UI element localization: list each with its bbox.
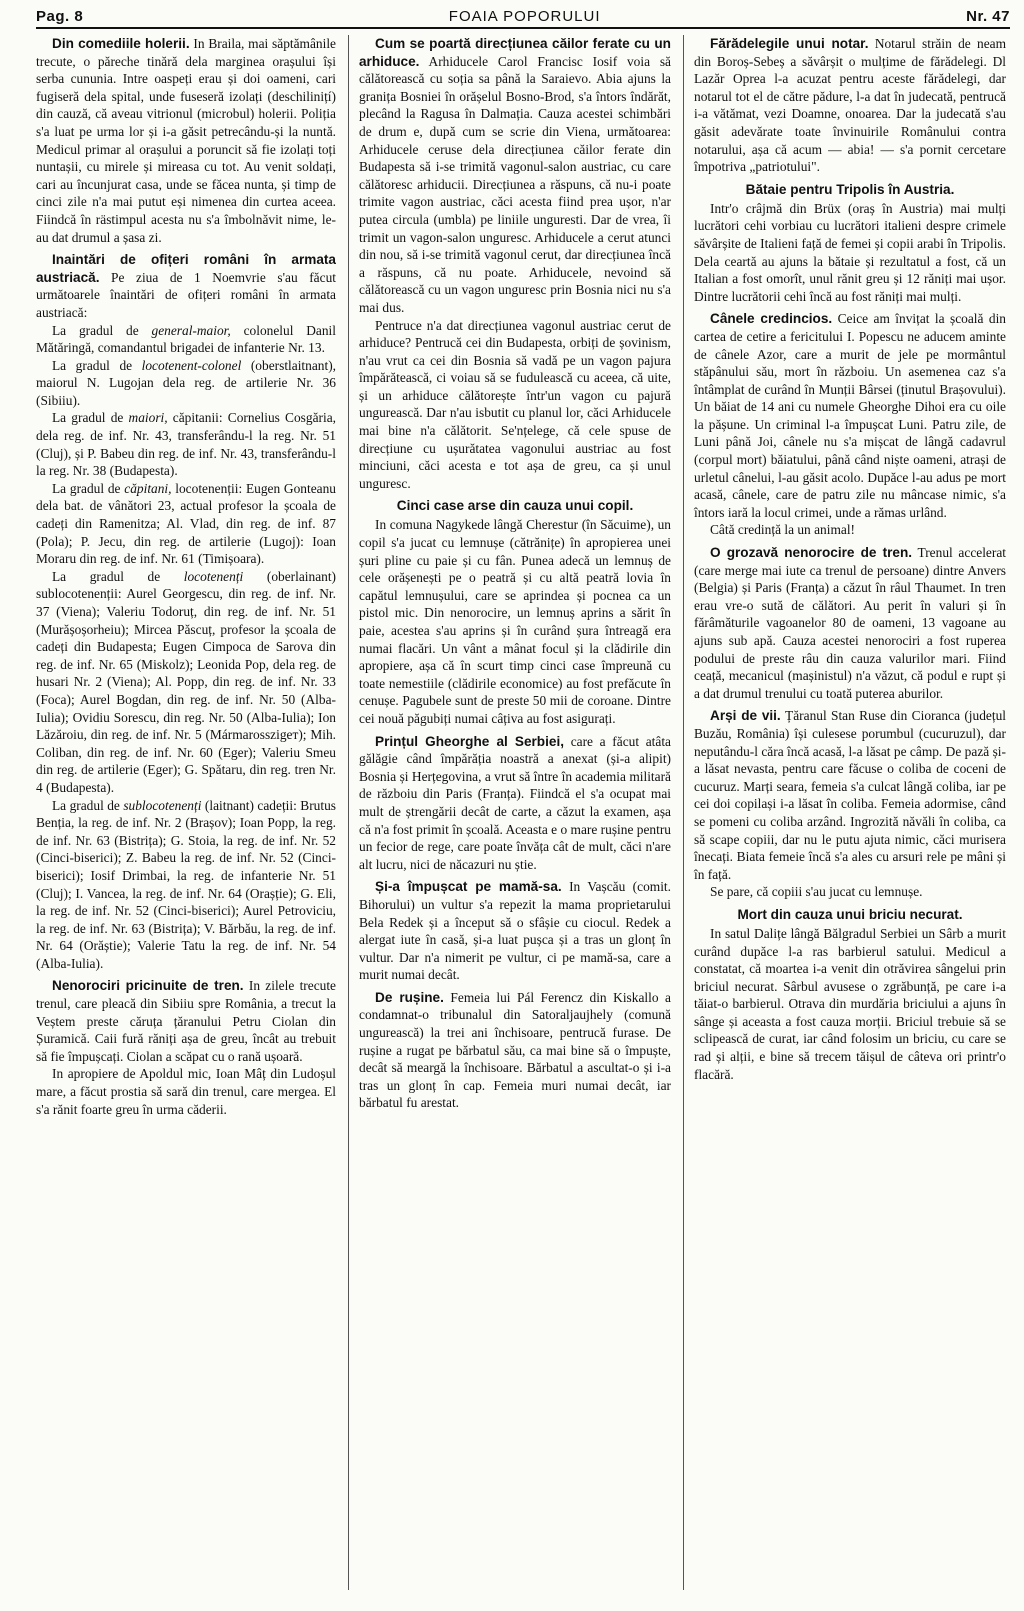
page-header <box>36 8 1010 29</box>
article-body: Arhiducele Carol Francisc Iosif voia să călătorească cu soția sa până la Saraievo. Abia ajuns la granița Bosniei în orășelul Bosno-Brod, s'a întors îndărăt, plecând la Ragusa în Dalmația. Cauza acestei schimbări de drum e, după cum se scrie din Viena, următoarea: Arhiducele ceruse dela direcțiunea căilor ferate din Budapesta să i-se trimită vagonul-salon austriac, cu care călătoresc arhiducii. Direcțiunea a răspuns, că nu-i poate trimite vagon austriac, căci acesta fiind prea ușor, n'ar putea circula (umbla) pe liniile unguresti. Dar de vrea, îi trimit un vagon-salon unguresc. Arhiducele a cerut atunci din nou, să i-se trimită vagonul cerut, dar direcțiunea încă a răspuns, că nu poate. Arhiducele, nevoind să călătorească cu un vagon unguresc prin Bosnia nici nu s'a mai dus. <box>359 53 671 315</box>
article-paragraph: Se pare, că copiii s'au jucat cu lemnușe. <box>710 884 923 900</box>
grade-label: locotenenți <box>183 568 244 584</box>
grade-label: căpitani, <box>124 480 172 496</box>
article-body: In Vașcău (comit. Bihorului) un vultur s'a repezit la mama proprietarului Bela Redek și a început să o sfâșie cu ciocul. Redek a alergat iute în casă, și-a luat pușca și a tras un glonț în vultur. Dar n'a nimerit pe vultur, ci pe mamă-sa, care a murit numai decât. <box>359 879 671 983</box>
article-body: In satul Dalițe lângă Bălgradul Serbiei un Sârb a murit curând dupăce l-a ras barbierul satului. Medicul a constatat, că moartea i-a venit din otrăvirea sângelui prin briciul necurat. Sârbul avusese o zgrăbunță, pe care i-a tăiat-o barbierul. Otrava din murdăria briciului a ajuns în sânge și aceasta a fost cauza morții. Briciul trebuie să se sclipească de curat, iar când folosim un briciu, cu care se rad și alții, e bine să trecem tăișul de câteva ori printr'o flacără. <box>694 925 1006 1082</box>
columns <box>36 35 1010 1590</box>
article-nenorocire-tren <box>694 544 1006 702</box>
article-body: Ceice am învițat la școală din cartea de cetire a fericitului I. Popescu ne aducem aminte de cânele Azor, care a murit de jele pe mormântul stăpânului său, mort în războiu. Un asemenea caz s'a întâmplat de curând în Munții Bârsei (ținutul Brașovului). Un băiat de 14 ani cu numele Gheorghe Dihoi era cu oile la pășune. Un criminal l-a împușcat Luni. Patru zile, de Luni până Joi, cânele nu s'a mișcat de lângă cadavrul (corpul mort) băiatului, până când niște oameni, atrași de urletul cânelui, l-au găsit acolo. Dupăce l-au adus pe mort acasă, cânele, care de patru zile nu mâncase nimic, s'a întors iară la locul crimei, unde a rămas urlând. <box>694 311 1006 520</box>
article-headline: Fărădelegile unui notar. <box>710 36 869 51</box>
article-body: Intr'o crâjmă din Brüx (oraș în Austria) mai mulți lucrători cehi vorbiau cu lucrători italieni despre crimele săvârșite de Italieni față de femei și copii arabi în Tripolis. Dela ceartă au ajuns la bătaie și rezultatul a fost, că un Italian a fost omorît, unul rănit greu și 12 răniți mai ușor. Dintre lucrătorii cehi încă au fost răniți mai mulți. <box>694 200 1006 304</box>
article-impuscat-mama <box>359 878 671 984</box>
text-run: colonelul Danil Mătăringă, comandantul brigadei de infanterie Nr. 13. <box>36 322 336 356</box>
grade-label: locotenent-colonel <box>141 357 242 373</box>
issue-number: Nr. 47 <box>966 8 1010 25</box>
page-number: Pag. 8 <box>36 8 84 25</box>
text-run: La gradul de <box>52 797 124 813</box>
article-headline: Și-a împușcat pe mamă-sa. <box>375 879 562 895</box>
article-body: Notarul străin de neam din Boroș-Sebeș a săvârșit o mulțime de fărădelegi. Dl Lazăr Oprea l-a acuzat pentru aceste fărădelegi, dar notarul tot el de către pădure, l-a dat în judecată, pentrucă i-a vătămat, vezi Doamne, onoarea. Dar la judecată s'au găsit adevărate toate învinuirile Românului contra notarului, așa că acum — abia! — s'a pornit cercetare împotriva „patriotului". <box>694 36 1006 175</box>
article-canele <box>694 310 1006 539</box>
article-body: Femeia lui Pál Ferencz din Kiskallo a condamnat-o tribunalul din Satoraljaujhely (comună ungurească) la trei ani închisoare, pentrucă furase. De rușine a rugat pe bărbatul său, ca mai bine să o împuște, decât să meargă la închisoare. Bărbatul a ascultat-o și i-a tras un glonț în cap. Femeia muri numai decât, iar bărbatul fu arestat. <box>359 989 671 1111</box>
article-briciu <box>694 906 1006 1083</box>
article-paragraph: In apropiere de Apoldul mic, Ioan Mâț din Ludoșul mare, a făcut prostia să sară din trenul, care mergea. El s'a rănit foarte greu în urma căderii. <box>36 1066 336 1117</box>
article-body: In comuna Nagykede lângă Cherestur (în Săcuime), un copil s'a jucat cu lemnușe (cătrănițe) în apropierea unei șuri pline cu paie și cu fân. Punea adecă un lemnuș de cele orășenești pe o peatră și cu altă peatră lovia în capătul lemnușului, care se aprindea și pocnea ca un pistol mic. Din nenorocire, un lemnuș aprins a sărit în paie, acestea s'au aprins și în curând șura întreagă era numai flacări. Un vânt a mânat focul și la clădirile din apropiere, așa că în scurt timp cinci case împreună cu toate nemestiile (clădirile economice) au fost prefăcute în cenușe. Pagubele sunt de preste 50 mii de coroane. Dintre cei nouă păgubiți numai câțiva au fost asigurați. <box>359 517 671 726</box>
article-headline: Nenorociri pricinuite de tren. <box>52 978 244 994</box>
article-tripolis <box>694 181 1006 306</box>
article-paragraph: Pentruce n'a dat direcțiunea vagonul austriac cerut de arhiduce? Pentrucă cei din Budapesta, orbiți de șovinism, n'au vrut ca cei din Bosnia să vadă pe un vagon pajura împărătească, ci voiau să se fudulească cu aceea, că uite, și un arhiduce călătorește într'un vagon cu pajură ungurească. Dar n'au isbutit cu planul lor, căci Arhiducele mai bine n'a călătorit. Se'nțelege, că cele spuse de direcțiune cu ușurătatea vagonului austriac au fost minciuni, căci acesta e tot așa de greu, ca și unul unguresc. <box>359 317 671 491</box>
article-inaintari-ofiteri <box>36 251 336 972</box>
article-headline: Bătaie pentru Tripolis în Austria. <box>745 181 955 197</box>
article-arhiduce <box>359 35 671 492</box>
article-body: Trenul accelerat (care merge mai iute ca trenul de persoane) dintre Anvers (Belgia) și Paris (Franța) a căzut în râul Thaumet. In tren erau vre-o sută de călători. Au perit în valuri și în fărâmăturile vagoanelor 80 de oameni, 13 vagoane au ajuns sub apă. Cauza acestei nenorociri a fost ruperea podului de preste râu din cauza valurilor mari. Fiind ceață, mecanicul (mașinistul) n'a văzut, că podul e rupt și a dat drumul trenului cu toată puterea aburilor. <box>694 545 1006 701</box>
article-headline: Cum se poartă direcțiunea căilor ferate cu un arhiduce. <box>359 36 671 69</box>
text-run: (oberstlaitnant), maiorul N. Lugojan dela reg. de artilerie Nr. 36 (Sibiiu). <box>36 357 336 408</box>
article-headline: Cinci case arse din cauza unui copil. <box>396 498 634 514</box>
article-headline: Prințul Gheorghe al Serbiei, <box>375 733 565 749</box>
article-body: Pe ziua de 1 Noemvrie s'au făcut următoarele înaintări de ofițeri români în armata austriacă: <box>36 269 336 320</box>
text-run: La gradul de <box>52 357 142 373</box>
article-paragraph: Câtă credință la un animal! <box>710 522 856 538</box>
column-3 <box>683 35 1006 1590</box>
article-headline: De rușine. <box>375 989 444 1005</box>
article-headline: Arși de vii. <box>710 708 781 724</box>
text-run: La gradul de <box>52 480 125 496</box>
text-run: (laitnant) cadeții: Brutus Benția, la reg. de inf. Nr. 2 (Brașov); Ioan Popp, la reg. de inf. Nr. 63 (Bistrița); G. Stoia, la reg. de inf. Nr. 52 (Cinci-biserici); Z. Babeu la reg. de inf. Nr. 52 (Cinci-biserici); Iosif Drimbai, la reg. de infanterie Nr. 51 (Cluj); I. Vancea, la reg. de inf. Nr. 64 (Orașție); G. Eli, la reg. de inf. Nr. 52 (Cinci-biserici); Aurel Petroviciu, la reg. de inf. Nr. 63 (Bistrița); V. Bărbău, la reg. de inf. Nr. 64 (Orăștie); Valerie Tatu la reg. de inf. Nr. 54 (Alba-Iulia). <box>36 797 336 971</box>
article-headline: Cânele credincios. <box>710 311 833 327</box>
article-de-rusine <box>359 989 671 1112</box>
text-run: căpitanii: Cornelius Cosgăria, dela reg. de inf. Nr. 43, transferându-l la reg. Nr. 51 (Cluj), și P. Babeu din reg. de inf. Nr. 43, transferându-l la reg. Nr. 38 (Budapesta). <box>36 410 336 479</box>
article-nenorociri-tren <box>36 977 336 1118</box>
article-body: care a făcut atâta gălăgie când împărăția noastră a anexat (și-a alipit) Bosnia și Herțegovina, a vrut să între în academia militară de războiu din Paris (Franța). Fiindcă el s'a ocupat mai mult de ștrengării decât de carte, a căzut la examen, așa că n'a fost primit în școală. Aceasta e o mare rușine pentru un fecior de rege, care poate învăța cât de mult, căci n'are alt lucru, nici de năcazuri nu știe. <box>359 733 671 872</box>
text-run: La gradul de <box>52 568 184 584</box>
article-headline: Inaintări de ofițeri români în armata austriacă. <box>36 252 336 285</box>
article-notar <box>694 35 1006 176</box>
text-run: (oberlainant) sublocotenenții: Aurel Georgescu, din reg. de inf. Nr. 37 (Viena); Valeriu Todoruț, din reg. de inf. Nr. 51 (Murășoșorheiu); Mircea Păscuț, profesor la școala de cadeți din Budapesta; Eugen Cimpoca de Sarova din reg. de inf. Nr. 65 (Miskolz); Leonida Pop, dela reg. de husari Nr. 2 (Viena); Al. Popp, din reg. de inf. Nr. 33 (Foca); Aurel Bogdan, din reg. de inf. Nr. 50 (Alba-Iulia); Ovidiu Sorescu, din reg. Nr. 50 (Alba-Iulia); Ion Lăzăroiu, din reg. de inf. Nr. 5 (Mármarosszigет); Mih. Coliban, din reg. de inf. Nr. 60 (Eger); Valeriu Smeu din reg. de artilerie (Eger); G. Spătaru, din reg. tren Nr. 4 (Budapesta). <box>36 568 336 795</box>
newspaper-title: FOAIA POPORULUI <box>448 8 601 25</box>
text-run: La gradul de <box>52 322 152 338</box>
article-comediile-holerii <box>36 35 336 246</box>
article-printul-gheorghe <box>359 733 671 874</box>
grade-label: maiori, <box>128 410 168 426</box>
article-body: Țăranul Stan Ruse din Cioranca (județul Buzău, România) își culesese porumbul (cucuruzul), dar neputându-l căra încă acasă, l-a lăsat pe câmp. De pază și-a lăsat nevasta, pentru care făcuse o coliba de coceni de cucuruz. Marți seara, femeia s'a culcat lângă coliba, iar pe cei doi copilași i-a lăsat în coliba. Femeia adormise, când se pomeni cu coliba arzând. Ingrozită năvăli în coliba, ca să scape copiii, dar nu le putu ajuta nimic, căci murisera înecați. Biata femeie încă s'a ales cu arsuri rele pe mâni și în față. <box>694 708 1006 882</box>
grade-label: general-maior, <box>151 322 231 338</box>
article-cinci-case <box>359 497 671 727</box>
article-body: In Braila, mai săptămânile trecute, o păreche tinără dela marginea orașului își serba cununia. Intre oaspeți erau și doi oameni, cari fugiseră dela spital, unde fuseseră izolați (deschilinițí) din cauză, că aveau vitrionul (microbul) holerii. Poliția s'a luat pe urma lor și i-a găsit petrecându-și la nuntă. Medicul primar al orașului a poruncit să fie izolați toți nuntașii, cu mirele și mireasa cu tot. Au venit soldați, cari au încunjurat casa, unde se făcea nunta, și timp de cinci zile n'a mai putut eși nimenea din curtea aceea. Fiindcă în rästimpul acesta nu s'a îmbolnăvit nime, le-au dat drumul a șasa zi. <box>36 36 336 245</box>
article-body: In zilele trecute trenul, care pleacă din Sibiiu spre România, a trecut la Veștem preste căruța țăranului Petru Ciolan din Șuramică. Caii fură răniți așa de greu, încât au trebuit să fie împușcați. Ciolan a scăpat cu o rană ușoară. <box>36 978 336 1064</box>
article-headline: Din comediile holerii. <box>52 36 190 51</box>
article-headline: Mort din cauza unui briciu necurat. <box>737 906 963 922</box>
column-1 <box>36 35 336 1590</box>
grade-label: sublocotenenți <box>123 797 202 813</box>
text-run: locotenenții: Eugen Gonteanu dela bat. de vânători 23, actual profesor la școala de cadeți din Ramenitza; Al. Vlad, din reg. de inf. 87 (Pola); P. Jecu, din reg. de artilerie (Lugoj): Ioan Moraru din reg. de inf. Nr. 61 (Timișoara). <box>36 480 336 567</box>
article-arsi-de-vii <box>694 707 1006 901</box>
article-headline: O grozavă nenorocire de tren. <box>710 545 913 561</box>
text-run: La gradul de <box>52 410 129 426</box>
column-2 <box>348 35 671 1590</box>
